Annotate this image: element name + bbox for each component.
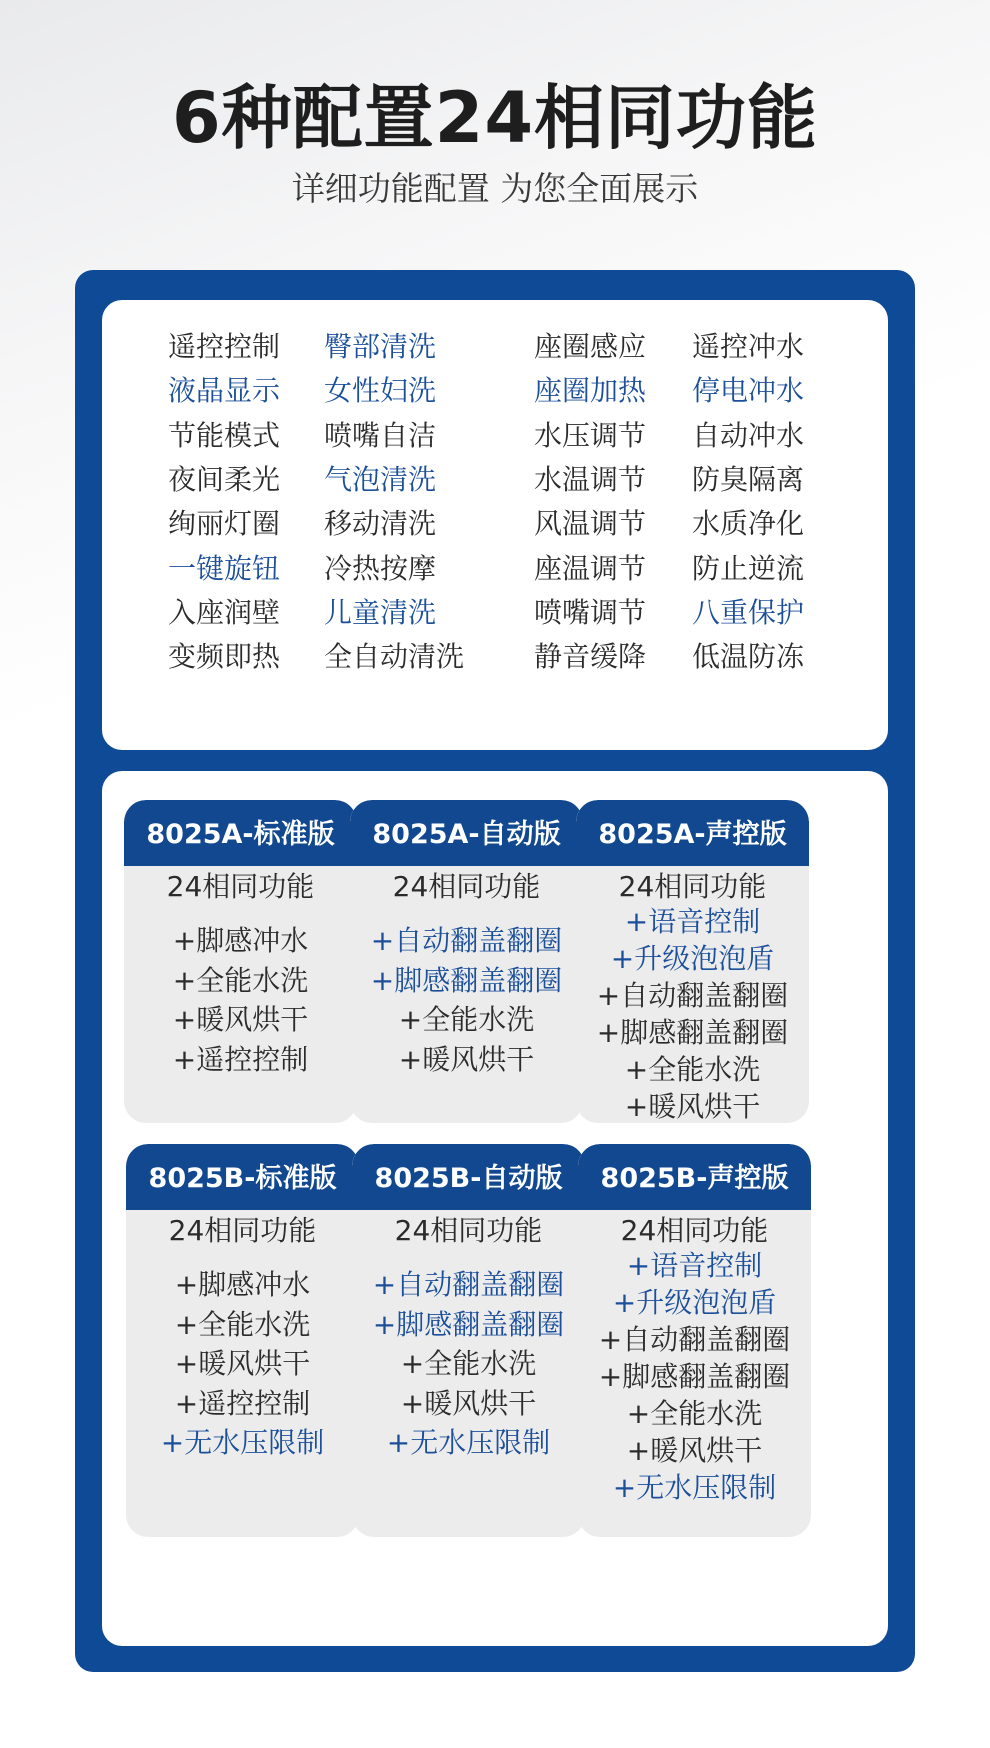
version-feature: +无水压限制 (612, 1471, 777, 1504)
feature-item: 变频即热 (168, 640, 281, 674)
versions-panel (102, 771, 888, 1646)
version-base-features: 24相同功能 (620, 1214, 769, 1247)
version-base-features: 24相同功能 (394, 1214, 543, 1247)
version-base-features: 24相同功能 (166, 870, 315, 903)
version-feature: +升级泡泡盾 (612, 1286, 777, 1319)
feature-item: 冷热按摩 (324, 551, 437, 585)
config-frame (75, 270, 915, 1672)
version-feature: +脚感翻盖翻圈 (370, 963, 563, 997)
version-base-features: 24相同功能 (618, 870, 767, 903)
feature-item: 液晶显示 (168, 374, 281, 408)
version-card (578, 1144, 811, 1537)
feature-item: 座圈加热 (534, 374, 647, 408)
version-feature: +暖风烘干 (626, 1434, 763, 1467)
version-feature: +语音控制 (626, 1249, 763, 1282)
shared-features-panel (102, 300, 888, 750)
feature-item: 防止逆流 (692, 551, 805, 585)
feature-item: 静音缓降 (534, 640, 647, 674)
version-title: 8025B-标准版 (126, 1144, 359, 1210)
version-feature: +脚感冲水 (172, 924, 309, 957)
version-feature: +暖风烘干 (174, 1347, 311, 1380)
feature-item: 气泡清洗 (324, 462, 437, 496)
feature-item: 水温调节 (534, 462, 647, 496)
version-feature: +自动翻盖翻圈 (596, 979, 789, 1012)
version-feature: +无水压限制 (160, 1426, 325, 1459)
version-feature: +全能水洗 (400, 1347, 537, 1380)
version-card (350, 800, 583, 1123)
version-feature: +升级泡泡盾 (610, 942, 775, 975)
version-title: 8025A-标准版 (124, 800, 357, 866)
feature-item: 一键旋钮 (168, 551, 281, 585)
version-feature: +遥控控制 (174, 1386, 311, 1420)
feature-item: 入座润壁 (168, 595, 281, 629)
version-feature: +遥控控制 (172, 1042, 309, 1076)
version-feature: +暖风烘干 (400, 1386, 537, 1420)
feature-item: 绚丽灯圈 (168, 507, 281, 541)
feature-item: 喷嘴自洁 (324, 418, 437, 452)
feature-item: 全自动清洗 (324, 640, 465, 674)
version-card (576, 800, 809, 1123)
version-base-features: 24相同功能 (392, 870, 541, 903)
feature-item: 防臭隔离 (692, 462, 805, 496)
version-card (124, 800, 357, 1123)
version-feature: +脚感翻盖翻圈 (596, 1016, 789, 1049)
version-feature: +脚感冲水 (174, 1268, 311, 1301)
version-feature: +自动翻盖翻圈 (370, 924, 563, 957)
feature-item: 八重保护 (692, 595, 805, 629)
feature-item: 移动清洗 (324, 507, 437, 541)
feature-item: 儿童清洗 (324, 595, 437, 629)
version-feature: +全能水洗 (398, 1003, 535, 1036)
version-feature: +语音控制 (624, 905, 761, 938)
feature-item: 女性妇洗 (324, 374, 437, 408)
page-title: 6种配置24相同功能 (171, 77, 819, 159)
version-feature: +自动翻盖翻圈 (372, 1268, 565, 1301)
feature-item: 水压调节 (534, 418, 647, 452)
page-subtitle: 详细功能配置 为您全面展示 (291, 169, 699, 208)
feature-item: 自动冲水 (692, 418, 805, 452)
feature-item: 喷嘴调节 (534, 595, 647, 629)
version-feature: +脚感翻盖翻圈 (598, 1360, 791, 1393)
feature-item: 节能模式 (168, 418, 281, 452)
version-title: 8025B-自动版 (352, 1144, 585, 1210)
version-card (126, 1144, 359, 1537)
version-feature: +暖风烘干 (172, 1003, 309, 1036)
feature-item: 臀部清洗 (324, 330, 437, 363)
feature-item: 座圈感应 (534, 330, 647, 363)
version-base-features: 24相同功能 (168, 1214, 317, 1247)
version-title: 8025A-自动版 (350, 800, 583, 866)
feature-item: 低温防冻 (692, 640, 805, 674)
feature-item: 座温调节 (534, 551, 647, 585)
version-title: 8025B-声控版 (578, 1144, 811, 1210)
feature-item: 风温调节 (534, 507, 647, 541)
version-feature: +全能水洗 (624, 1053, 761, 1086)
version-feature: +全能水洗 (172, 963, 309, 997)
version-card (352, 1144, 585, 1537)
feature-item: 遥控控制 (168, 330, 281, 363)
version-title: 8025A-声控版 (576, 800, 809, 866)
feature-item: 停电冲水 (692, 374, 805, 408)
version-feature: +无水压限制 (386, 1426, 551, 1459)
feature-item: 夜间柔光 (168, 462, 281, 496)
version-feature: +全能水洗 (174, 1307, 311, 1341)
version-feature: +暖风烘干 (624, 1090, 761, 1123)
version-feature: +全能水洗 (626, 1397, 763, 1430)
feature-item: 遥控冲水 (692, 330, 805, 363)
feature-item: 水质净化 (692, 507, 805, 541)
version-feature: +暖风烘干 (398, 1042, 535, 1076)
version-feature: +脚感翻盖翻圈 (372, 1307, 565, 1341)
version-feature: +自动翻盖翻圈 (598, 1323, 791, 1356)
